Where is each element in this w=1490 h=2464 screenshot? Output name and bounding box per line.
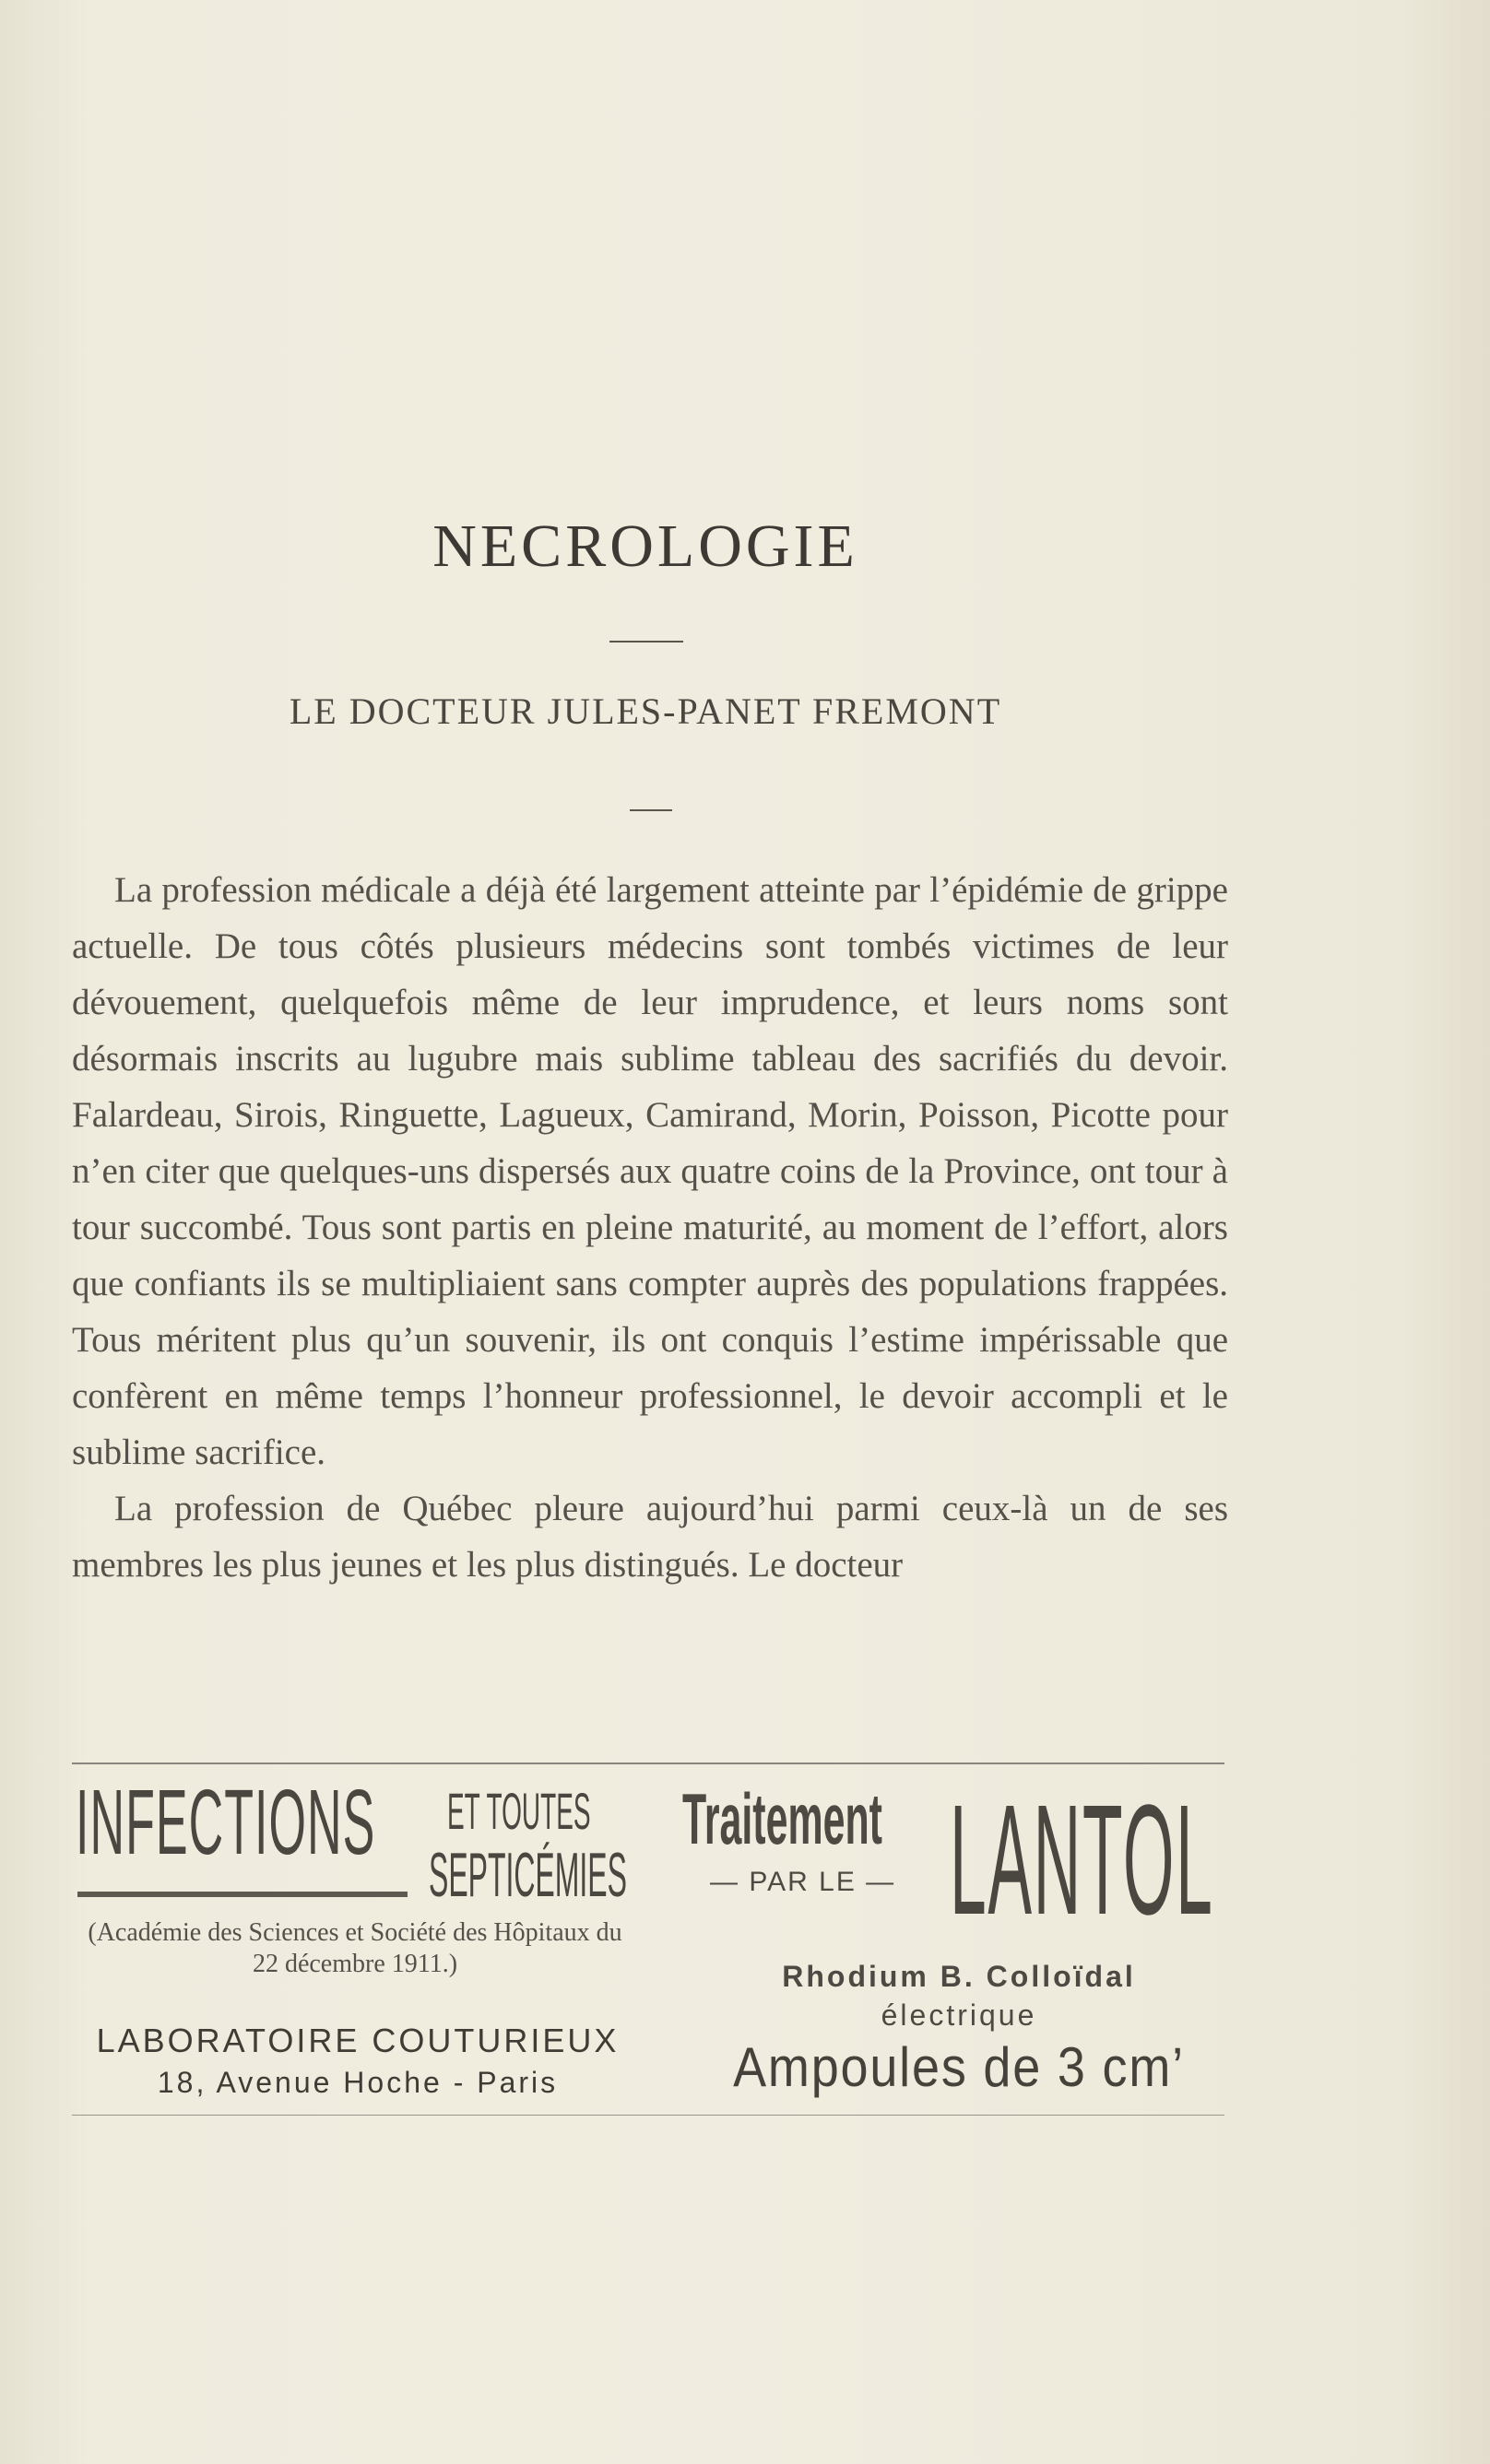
paragraph: La profession médicale a déjà été largement atteinte par l’épidémie de grippe actuelle. De tous côtés plusieurs médecins sont tombés victimes de leur dévouement, quelquefois même de leur imprudence, et leurs noms sont désormais inscrits au lugubre mais sublime tableau des sacrifiés du devoir. Falardeau, Sirois, Ringuette, Lagueux, Camirand, Morin, Poisson, Picotte pour n’en citer que quelques-uns dispersés aux quatre coins de la Province, ont tour à tour succombé. Tous sont partis en pleine maturité, au moment de l’effort, alors que confiants ils se multipliaient sans compter auprès des populations frappées. Tous méritent plus qu’un souvenir, ils ont conquis l’estime impérissable que confèrent en même temps l’honneur professionnel, le devoir accompli et le sublime sacrifice.: [72, 870, 1228, 1472]
ad-par-le: — PAR LE —: [710, 1867, 896, 1897]
ad-product-name: LANTOL: [950, 1773, 1214, 1948]
ad-address: 18, Avenue Hoche - Paris: [157, 2066, 559, 2099]
ad-infections-heading: INFECTIONS: [76, 1771, 376, 1874]
subtitle-divider: [630, 809, 672, 811]
title-divider: [609, 641, 683, 643]
article-subtitle: LE DOCTEUR JULES-PANET FREMONT: [289, 690, 1002, 732]
page-title: NECROLOGIE: [432, 513, 858, 580]
ad-traitement-heading: Traitement: [682, 1778, 882, 1859]
ad-ampoules: Ampoules de 3 cm’: [733, 2036, 1185, 2098]
ad-rhodium: Rhodium B. Colloïdal: [782, 1960, 1136, 1993]
ad-heading-underline: [77, 1892, 408, 1897]
ad-et-toutes: ET TOUTES: [447, 1782, 591, 1840]
article-body: [72, 862, 1228, 1593]
ad-electrique: électrique: [881, 1998, 1037, 2032]
ad-laboratory-name: LABORATOIRE COUTURIEUX: [96, 2022, 620, 2059]
ad-septicemies: SEPTICÉMIES: [429, 1840, 627, 1910]
ad-academy-note: (Académie des Sciences et Société des Hôpitaux du 22 décembre 1911.): [88, 1918, 622, 1978]
advertisement-bottom-rule: [72, 2115, 1224, 2116]
paragraph: La profession de Québec pleure aujourd’hui parmi ceux-là un de ses membres les plus jeunes et les plus distingués. Le docteur: [72, 1489, 1228, 1585]
advertisement-top-rule: [72, 1763, 1224, 1764]
